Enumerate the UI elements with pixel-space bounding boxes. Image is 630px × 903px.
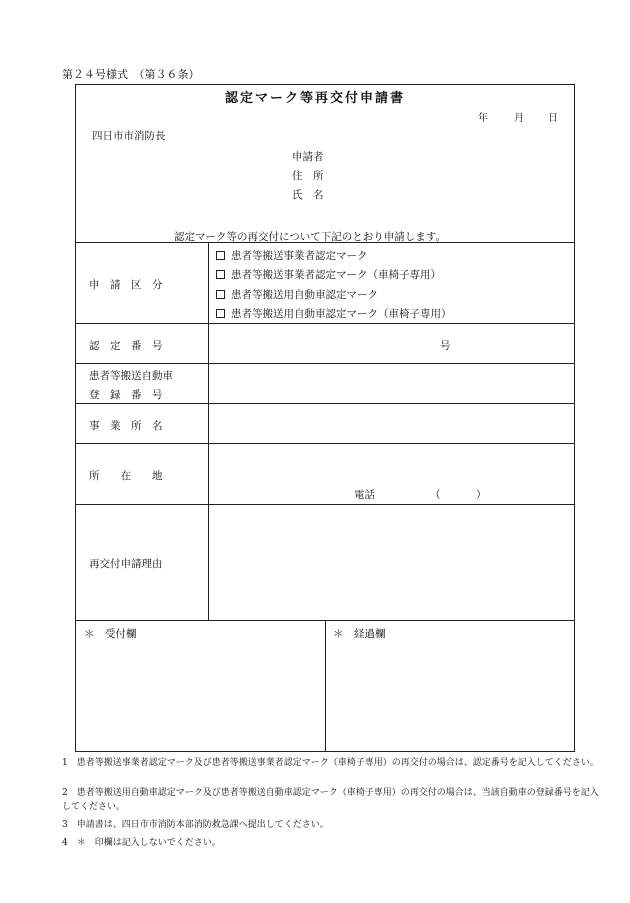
note-3: 3 申請書は、四日市市消防本部消防救急課へ提出してください。 [62,820,329,830]
phone-paren-open: （ [430,489,441,501]
reception-box-label: ＊ 受付欄 [84,628,137,640]
applicant-name-label: 氏 名 [292,189,324,201]
office-name-label: 事 業 所 名 [89,420,163,432]
divider [75,323,575,324]
category-option-3[interactable]: 患者等搬送用自動車認定マーク [216,287,378,302]
divider [75,443,575,444]
category-option-4[interactable]: 患者等搬送用自動車認定マーク（車椅子専用） [216,306,452,321]
divider [75,504,575,505]
category-label: 申 請 区 分 [89,279,163,291]
checkbox[interactable] [216,309,225,318]
cert-number-label: 認 定 番 号 [89,340,163,352]
applicant-address-label: 住 所 [292,170,324,182]
progress-box-label: ＊ 経過欄 [333,628,386,640]
note-1: 1 患者等搬送事業者認定マーク及び患者等搬送事業者認定マーク（車椅子専用）の再交付の場合は、認定番号を記入してください。 [62,758,599,768]
vehicle-reg-label-line1: 患者等搬送自動車 [89,370,173,382]
checkbox[interactable] [216,270,225,279]
addressee: 四日市市消防長 [92,130,166,142]
checkbox[interactable] [216,290,225,299]
divider [75,403,575,404]
applicant-label: 申請者 [292,151,324,163]
category-option-2[interactable]: 患者等搬送事業者認定マーク（車椅子専用） [216,267,441,282]
phone-paren-close: ） [476,489,487,501]
note-2: 2 患者等搬送用自動車認定マーク及び患者等搬送自動車認定マーク（車椅子専用）の再交付の場合は、当該自動車の登録番号を記入してください。 [62,788,599,812]
cert-number-suffix: 号 [440,340,451,352]
date-month: 月 [514,113,524,124]
category-option-1[interactable]: 患者等搬送事業者認定マーク [216,248,368,263]
form-title: 認定マーク等再交付申請書 [224,91,405,106]
statement: 認定マーク等の再交付について下記のとおり申請します。 [174,231,446,243]
date-day: 日 [548,113,558,124]
vehicle-reg-label-line2: 登 録 番 号 [89,389,163,401]
divider [75,363,575,364]
location-label: 所 在 地 [89,470,163,482]
phone-label: 電話 [354,489,375,501]
form-number: 第２４号様式 （第３６条） [62,68,200,81]
label-column-divider [208,242,209,620]
bottom-column-divider [325,620,326,752]
reason-label: 再交付申請理由 [89,558,163,570]
note-4: 4 ＊ 印欄は記入しないでください。 [62,838,221,848]
checkbox[interactable] [216,251,225,260]
date-year: 年 [478,113,488,124]
